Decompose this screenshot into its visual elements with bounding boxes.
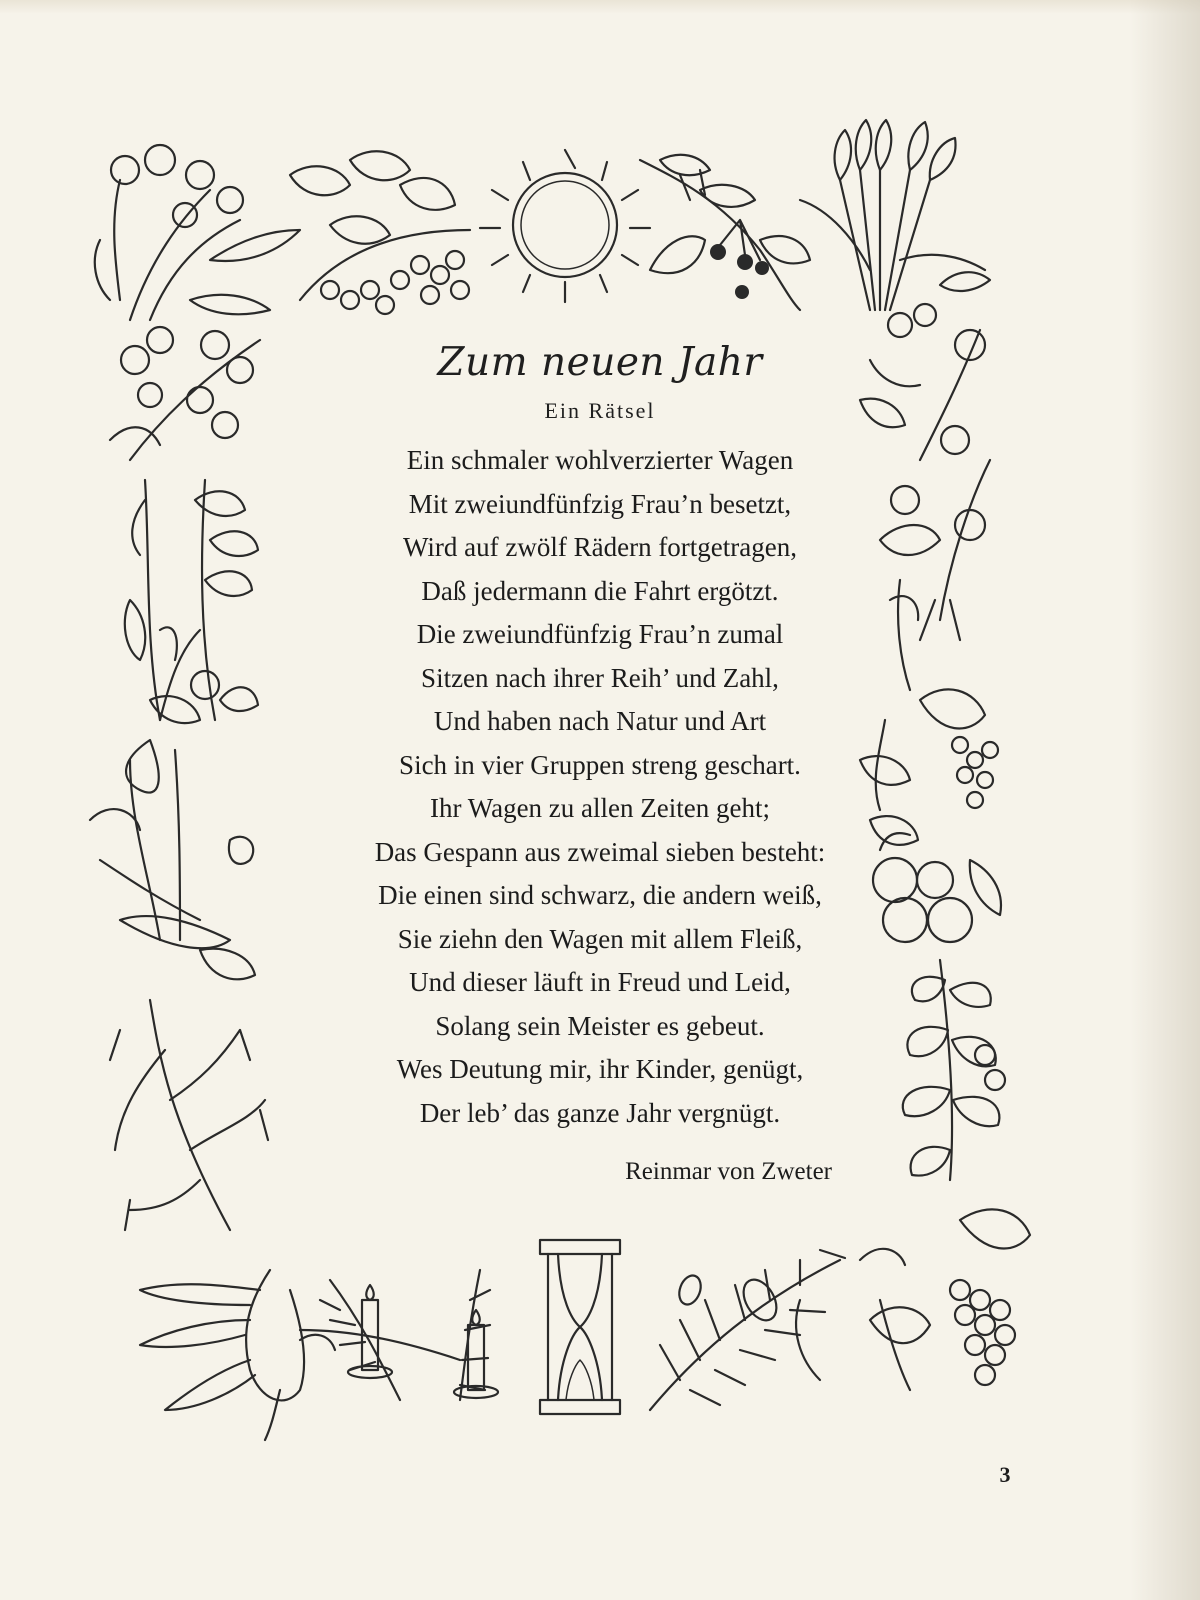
roots-icon [140, 1270, 335, 1440]
poem-body [300, 439, 900, 1135]
primrose-icon [95, 145, 300, 320]
poem-line: Mit zweiundfünfzig Frau’n besetzt, [408, 488, 792, 519]
cherry-branch-icon [640, 155, 810, 310]
page-number: 3 [999, 1462, 1011, 1487]
poem-line: Die einen sind schwarz, die andern weiß, [378, 880, 822, 910]
poem-line: Ihr Wagen zu allen Zeiten geht; [430, 793, 770, 823]
poem-line: Der leb’ das ganze Jahr vergnügt. [419, 1097, 781, 1128]
poem-line: Wird auf zwölf Rädern fortgetragen, [403, 532, 797, 562]
poem-line: Solang sein Meister es gebeut. [435, 1010, 765, 1041]
poem-line: Ein schmaler wohlverzierter Wagen [406, 445, 794, 475]
poem-line: Sich in vier Gruppen streng geschart. [399, 749, 801, 780]
pine-branch-icon [650, 1250, 845, 1410]
sun-icon [480, 150, 650, 302]
ribbon-reeds-icon [90, 740, 255, 979]
ash-branch-icon [903, 960, 1005, 1180]
poem-line: Das Gespann aus zweimal sieben besteht: [374, 836, 826, 867]
leaves-berries-icon [290, 151, 470, 314]
hourglass-icon [540, 1240, 620, 1414]
candles-fir-icon [300, 1270, 498, 1400]
blossom-branch-icon [110, 327, 260, 460]
poem-line: Und haben nach Natur und Art [433, 706, 767, 736]
grapes-icon [860, 1209, 1030, 1390]
bare-branch-icon [110, 1000, 268, 1230]
poem-line: Und dieser läuft in Freud und Leid, [409, 967, 791, 997]
wheat-sheaf-icon [800, 120, 990, 310]
poem-author: Reinmar von Zweter [625, 1158, 832, 1185]
poem-subtitle: Ein Rätsel [544, 398, 656, 423]
poem-line: Sitzen nach ihrer Reih’ und Zahl, [421, 662, 779, 693]
poem-line: Daß jedermann die Fahrt ergötzt. [421, 575, 779, 606]
poem-line: Die zweiundfünfzig Frau’n zumal [416, 619, 784, 649]
poem-title: Zum neuen Jahr [437, 340, 763, 385]
poem-line: Wes Deutung mir, ihr Kinder, genügt, [396, 1054, 804, 1084]
poem-line: Sie ziehn den Wagen mit allem Fleiß, [397, 923, 803, 954]
